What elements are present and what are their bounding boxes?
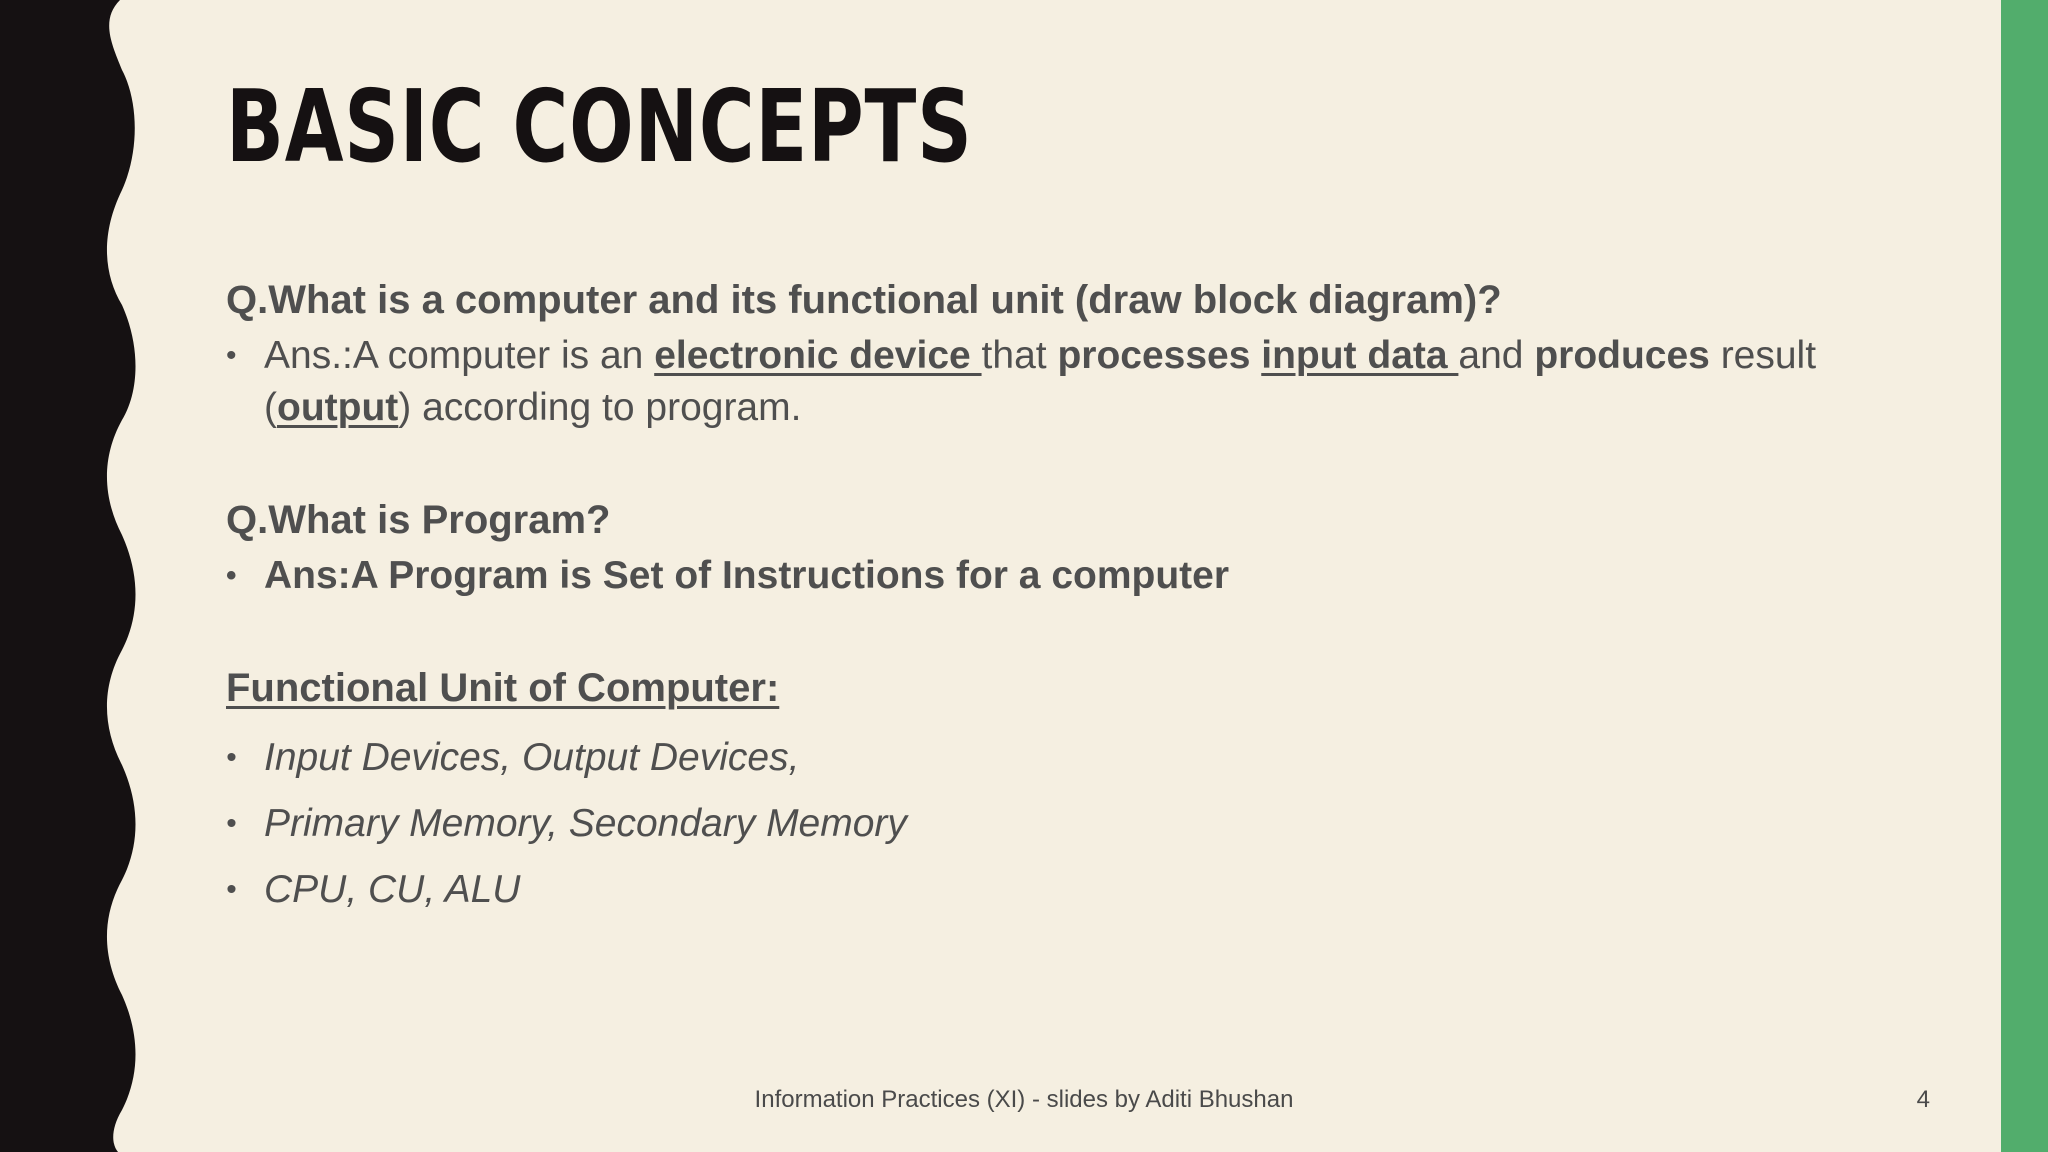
list-item [226, 732, 1906, 784]
bullet-icon: • [226, 339, 237, 372]
answer-term-output: output [277, 386, 399, 429]
bullet-icon: • [226, 807, 237, 840]
answer-program-text: Ans:A Program is Set of Instructions for a computer [264, 554, 1230, 597]
functional-unit-heading: Functional Unit of Computer: [226, 666, 780, 710]
answer-text: ) according to program. [398, 386, 802, 429]
bullet-icon: • [226, 559, 237, 592]
answer-text: result ( [264, 334, 1817, 429]
answer-text: Ans.:A computer is an [264, 334, 655, 377]
answer-term-processes: processes [1057, 334, 1251, 377]
answer-computer-list [226, 330, 1906, 434]
slide-content [226, 270, 1906, 916]
question-computer: Q.What is a computer and its functional unit (draw block diagram)? [226, 278, 1502, 322]
functional-unit-list [226, 732, 1906, 916]
spacer [226, 602, 1906, 658]
list-item [226, 798, 1906, 850]
spacer [226, 434, 1906, 490]
green-accent-bar [2001, 0, 2048, 1152]
answer-text: that [981, 334, 1058, 377]
answer-term-input-data: input data [1261, 334, 1459, 377]
list-item-text: CPU, CU, ALU [264, 868, 521, 911]
list-item-text: Input Devices, Output Devices, [264, 736, 800, 779]
answer-computer [226, 330, 1906, 434]
answer-text: and [1458, 334, 1535, 377]
answer-program-list [226, 550, 1906, 602]
slide-footer: Information Practices (XI) - slides by Aditi Bhushan [754, 1086, 1294, 1113]
bullet-icon: • [226, 873, 237, 906]
list-item-text: Primary Memory, Secondary Memory [264, 802, 907, 845]
left-wave-band [0, 0, 160, 1152]
answer-term-produces: produces [1534, 334, 1710, 377]
list-item [226, 864, 1906, 916]
question-program: Q.What is Program? [226, 498, 611, 542]
page-number: 4 [1916, 1086, 1930, 1113]
answer-program [226, 550, 1906, 602]
answer-term-electronic-device: electronic device [654, 334, 982, 377]
bullet-icon: • [226, 741, 237, 774]
slide-title: BASIC CONCEPTS [226, 68, 973, 185]
answer-text [1250, 334, 1261, 377]
